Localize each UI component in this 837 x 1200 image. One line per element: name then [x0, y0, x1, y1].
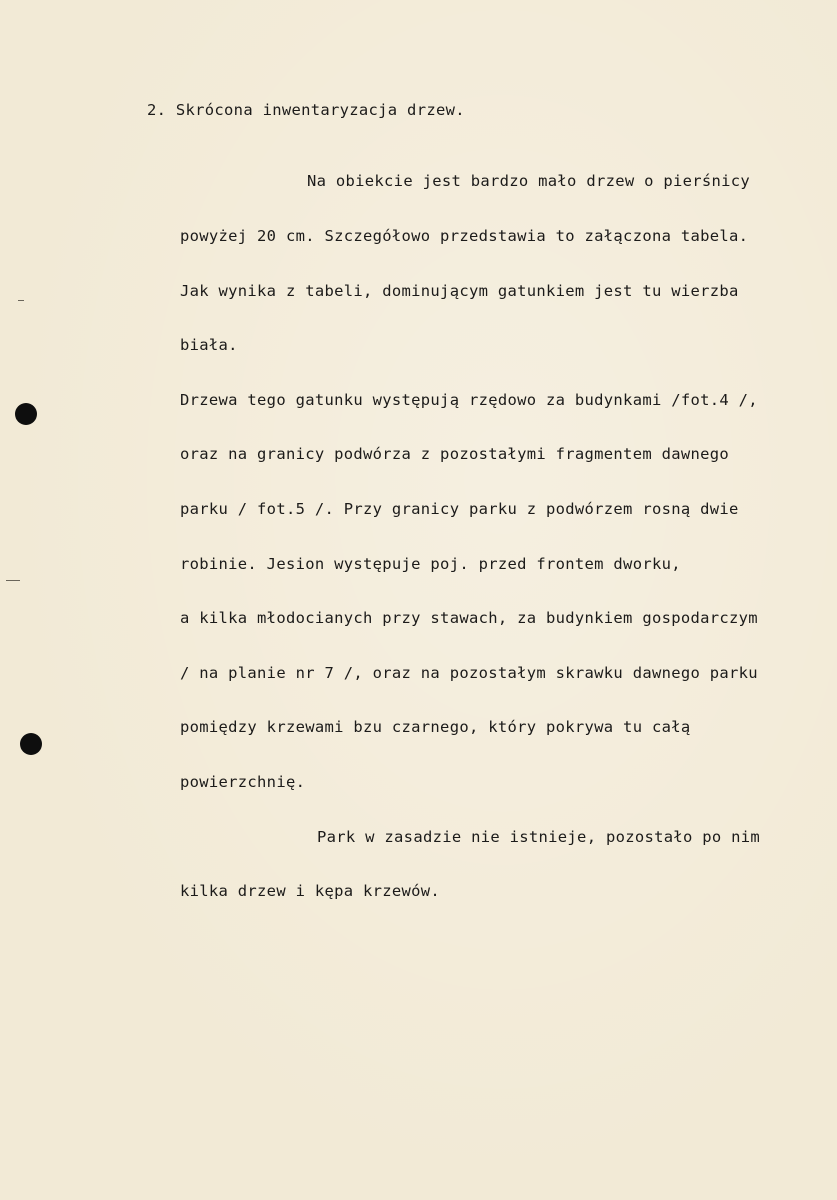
text-line: robinie. Jesion występuje poj. przed frontem dworku,: [180, 554, 681, 573]
text-line: powyżej 20 cm. Szczegółowo przedstawia to załączona tabela.: [180, 227, 749, 245]
text-line: a kilka młodocianych przy stawach, za budynkiem gospodarczym: [180, 609, 758, 628]
text-line: kilka drzew i kępa krzewów.: [180, 882, 441, 901]
margin-mark: [6, 580, 20, 581]
text-line: powierzchnię.: [180, 772, 306, 791]
body-text: [180, 136, 760, 937]
text-line: parku / fot.5 /. Przy granicy parku z podwórzem rosną dwie: [180, 499, 739, 518]
text-line: biała.: [180, 336, 238, 355]
text-line: oraz na granicy podwórza z pozostałymi fragmentem dawnego: [180, 445, 730, 464]
section-heading: 2. Skrócona inwentaryzacja drzew.: [147, 101, 465, 119]
text-line: Park w zasadzie nie istnieje, pozostało po nim: [317, 827, 761, 846]
text-line: Na obiekcie jest bardzo mało drzew o pierśnicy: [307, 172, 751, 191]
punch-hole-top: [15, 403, 37, 425]
text-line: / na planie nr 7 /, oraz na pozostałym skrawku dawnego parku: [180, 663, 758, 682]
margin-mark: [18, 300, 24, 301]
text-line: pomiędzy krzewami bzu czarnego, który pokrywa tu całą: [180, 718, 691, 737]
punch-hole-bottom: [20, 733, 42, 755]
text-line: Jak wynika z tabeli, dominującym gatunkiem jest tu wierzba: [180, 281, 739, 300]
text-line: Drzewa tego gatunku występują rzędowo za budynkami /fot.4 /,: [180, 390, 758, 409]
